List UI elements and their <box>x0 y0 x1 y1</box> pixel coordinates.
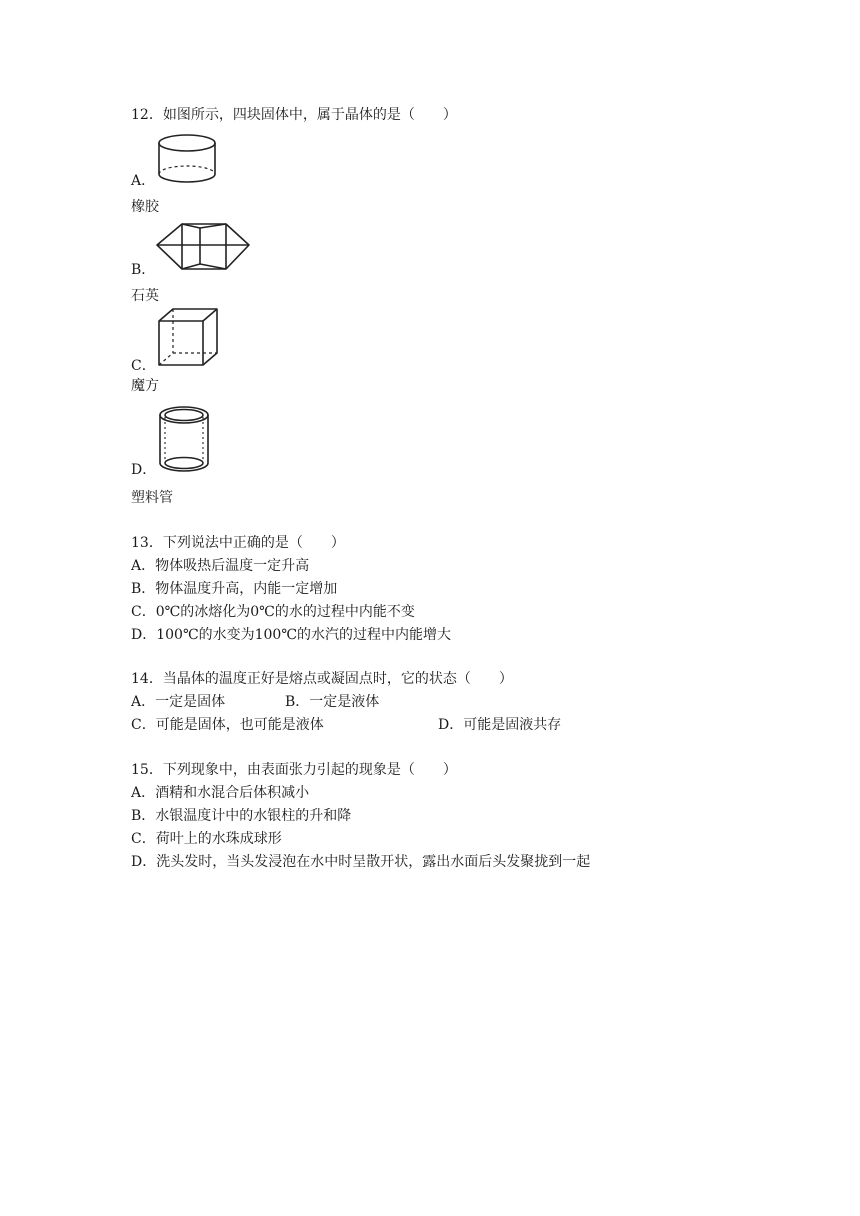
q12-option-a-caption: 橡胶 <box>131 199 159 215</box>
q12-option-a-letter: A． <box>131 173 156 189</box>
q13-stem: 13．下列说法中正确的是（ ） <box>131 535 345 551</box>
q14-option-c: C．可能是固体，也可能是液体 <box>131 717 324 733</box>
q13-option-b: B．物体温度升高，内能一定增加 <box>131 581 338 597</box>
quartz-crystal-icon <box>154 219 252 277</box>
q14-option-d: D．可能是固液共存 <box>438 717 562 733</box>
q12-option-d-letter: D． <box>131 462 157 478</box>
q15-stem: 15．下列现象中，由表面张力引起的现象是（ ） <box>131 762 457 778</box>
q14-stem: 14．当晶体的温度正好是熔点或凝固点时，它的状态（ ） <box>131 671 513 687</box>
q15-option-b: B．水银温度计中的水银柱的升和降 <box>131 808 352 824</box>
q12-option-c-letter: C． <box>131 358 156 374</box>
q13-option-c: C．0℃的冰熔化为0℃的水的过程中内能不变 <box>131 604 415 620</box>
q13-option-a: A．物体吸热后温度一定升高 <box>131 558 310 574</box>
q12-option-b-caption: 石英 <box>131 288 159 304</box>
q14-option-b: B．一定是液体 <box>285 694 380 710</box>
q15-option-c: C．荷叶上的水珠成球形 <box>131 831 282 847</box>
solid-cylinder-icon <box>156 132 218 186</box>
q13-option-d: D．100℃的水变为100℃的水汽的过程中内能增大 <box>131 627 451 643</box>
q12-option-b-letter: B． <box>131 262 156 278</box>
q15-option-d: D．洗头发时，当头发浸泡在水中时呈散开状，露出水面后头发聚拢到一起 <box>131 854 591 870</box>
q15-option-a: A．酒精和水混合后体积减小 <box>131 785 310 801</box>
cube-icon <box>156 306 220 368</box>
q12-option-d-caption: 塑料管 <box>131 490 173 506</box>
q12-option-c-caption: 魔方 <box>131 378 159 394</box>
hollow-tube-icon <box>155 403 213 477</box>
q14-option-a: A．一定是固体 <box>131 694 226 710</box>
q12-stem: 12．如图所示，四块固体中，属于晶体的是（ ） <box>131 107 457 123</box>
